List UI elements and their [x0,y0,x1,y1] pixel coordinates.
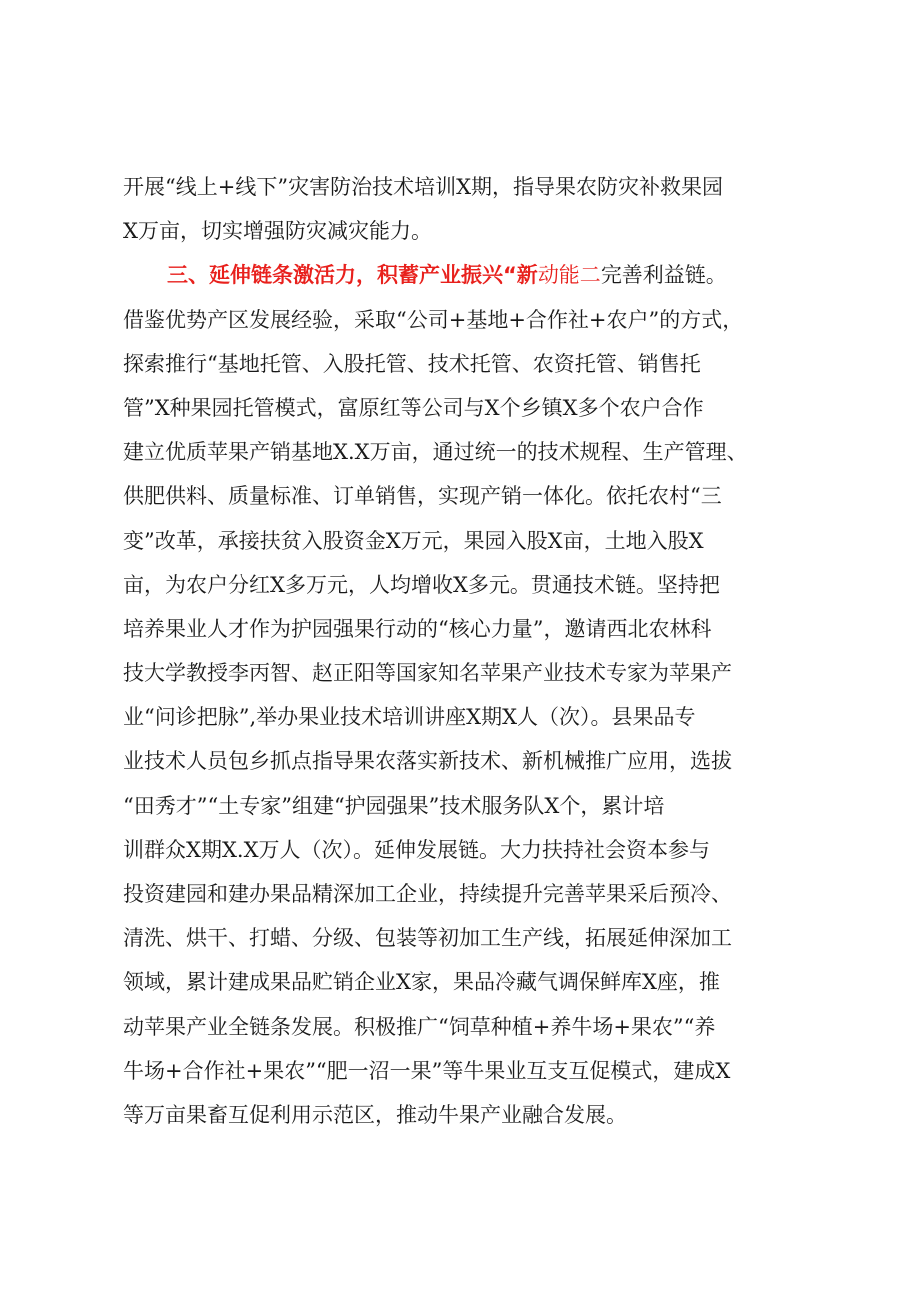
text-line: 开展“线上+线下”灾害防治技术培训X期，指导果农防灾补救果园 [123,175,724,199]
text-line: 清洗、烘干、打蜡、分级、包装等初加工生产线，拓展延伸深加工 [123,926,732,951]
text-line: 领域，累计建成果品贮销企业X家，果品冷藏气调保鲜库X座，推 [123,970,720,995]
section-heading: 三、延伸链条激活力，积蓄产业振兴“新 [167,263,538,288]
text-line: 管”X种果园托管模式，富原红等公司与X个乡镇X多个农户合作 [123,395,704,420]
text-line: 培养果业人才作为护园强果行动的“核心力量”，邀请西北农林科 [123,616,712,641]
text-line: X万亩，切实增强防灾减灾能力。 [123,219,432,244]
text-line: 投资建园和建办果品精深加工企业，持续提升完善苹果采后预冷、 [123,882,732,906]
section-heading-tail: 动能二 [537,263,601,288]
text-line: 等万亩果畜互促利用示范区，推动牛果产业融合发展。 [123,1102,627,1127]
text-line: 技大学教授李丙智、赵正阳等国家知名苹果产业技术专家为苹果产 [123,661,732,686]
text-line: 供肥供料、质量标准、订单销售，实现产销一体化。依托农村“三 [123,484,722,509]
text-line: 训群众X期X.X万人（次）。延伸发展链。大力扶持社会资本参与 [123,837,711,862]
document-body [123,165,823,1137]
text-line: 探索推行“基地托管、入股托管、技术托管、农资托管、销售托 [123,351,701,376]
text-line: 动苹果产业全链条发展。积极推广“饲草种植+养牛场+果农”“养 [123,1014,716,1039]
text-line: “田秀才”“土专家”组建“护园强果”技术服务队X个，累计培 [123,793,665,818]
text-line: 牛场+合作社+果农”“肥一沼一果”等牛果业互支互促模式，建成X [123,1058,731,1083]
text-line: 亩，为农户分红X多万元，人均增收X多元。贯通技术链。坚持把 [123,572,720,597]
text-line: 建立优质苹果产销基地X.X万亩，通过统一的技术规程、生产管理、 [123,440,748,465]
text-line: 借鉴优势产区发展经验，采取“公司+基地+合作社+农户”的方式， [123,307,744,332]
text-line: 业技术人员包乡抓点指导果农落实新技术、新机械推广应用，选拔 [123,749,732,774]
subheading-text: 完善利益链。 [600,263,727,288]
text-line: 变”改革，承接扶贫入股资金X万元，果园入股X亩，土地入股X [123,528,704,553]
text-line: 业“问诊把脉”,举办果业技术培训讲座X期X人（次）。县果品专 [123,705,696,730]
section-heading-line [123,253,823,297]
